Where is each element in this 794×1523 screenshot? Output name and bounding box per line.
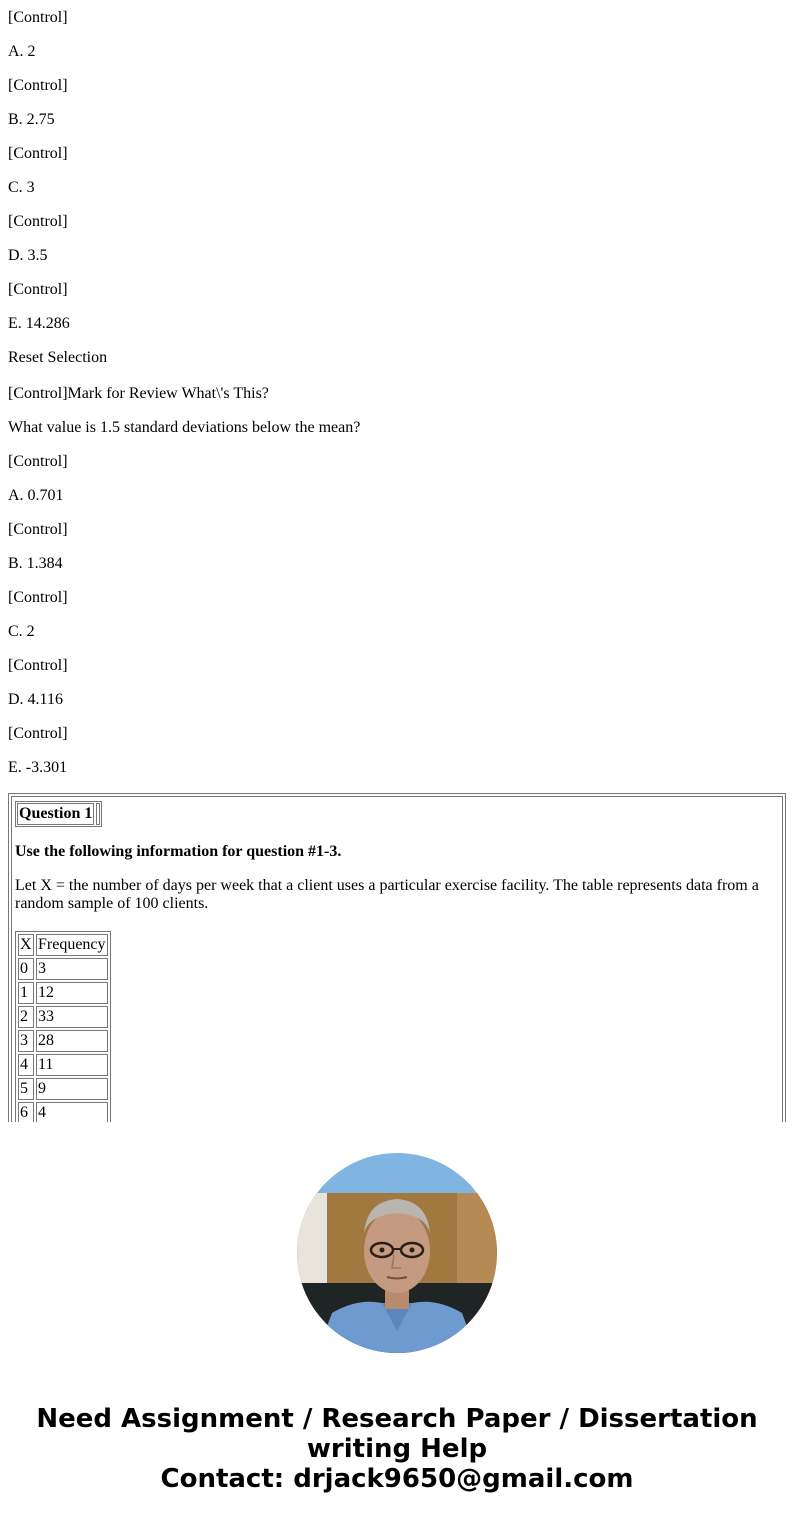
choice-c[interactable]: C. 3: [8, 179, 35, 196]
table-cell: 11: [36, 1054, 108, 1076]
choice-d[interactable]: D. 4.116: [8, 691, 63, 708]
table-row: [18, 1006, 108, 1028]
promo-line-2: writing Help: [306, 1434, 488, 1464]
table-cell: 3: [18, 1030, 34, 1052]
table-cell: 4: [36, 1102, 108, 1122]
table-cell: 4: [18, 1054, 34, 1076]
person-photo-icon: [297, 1153, 497, 1353]
choice-b[interactable]: B. 2.75: [8, 111, 55, 128]
choice-c[interactable]: C. 2: [8, 623, 35, 640]
control-placeholder[interactable]: [Control]: [8, 521, 68, 538]
question-header: [15, 801, 102, 827]
choice-b[interactable]: B. 1.384: [8, 555, 63, 572]
table-row: [18, 1102, 108, 1122]
promo-line-1: Need Assignment / Research Paper / Dissertation: [36, 1404, 758, 1434]
question-prompt: What value is 1.5 standard deviations below the mean?: [8, 419, 361, 436]
table-row: [18, 982, 108, 1004]
question-panel-inner: [11, 796, 783, 1122]
author-avatar: [297, 1153, 497, 1353]
table-cell: 28: [36, 1030, 108, 1052]
table-cell: 3: [36, 958, 108, 980]
control-placeholder[interactable]: [Control]: [8, 77, 68, 94]
promo-banner: [0, 1404, 794, 1494]
choice-a[interactable]: A. 0.701: [8, 487, 64, 504]
table-cell: 6: [18, 1102, 34, 1122]
reset-selection-link[interactable]: Reset Selection: [8, 349, 108, 366]
choice-e[interactable]: E. -3.301: [8, 759, 68, 776]
table-header-row: [18, 934, 108, 956]
control-placeholder[interactable]: [Control]: [8, 145, 68, 162]
mark-for-review-row[interactable]: [Control]Mark for Review What\'s This?: [8, 385, 269, 402]
choice-e[interactable]: E. 14.286: [8, 315, 70, 332]
table-row: [18, 1054, 108, 1076]
question-description: Let X = the number of days per week that a client uses a particular exercise facility. The table represents data from a random sample of 100 clients.: [15, 877, 759, 912]
question-header-empty-cell: [96, 803, 100, 825]
choice-d[interactable]: D. 3.5: [8, 247, 48, 264]
control-placeholder[interactable]: [Control]: [8, 453, 68, 470]
choice-a[interactable]: A. 2: [8, 43, 36, 60]
table-cell: 0: [18, 958, 34, 980]
question-instruction: Use the following information for question #1-3.: [15, 843, 342, 860]
control-placeholder[interactable]: [Control]: [8, 589, 68, 606]
table-header-frequency: Frequency: [36, 934, 108, 956]
control-placeholder[interactable]: [Control]: [8, 281, 68, 298]
control-placeholder[interactable]: [Control]: [8, 657, 68, 674]
table-cell: 12: [36, 982, 108, 1004]
table-cell: 2: [18, 1006, 34, 1028]
question-panel: [8, 793, 786, 1122]
table-cell: 1: [18, 982, 34, 1004]
promo-contact[interactable]: Contact: drjack9650@gmail.com: [160, 1464, 634, 1494]
table-cell: 33: [36, 1006, 108, 1028]
table-cell: 9: [36, 1078, 108, 1100]
control-placeholder[interactable]: [Control]: [8, 213, 68, 230]
table-row: [18, 958, 108, 980]
table-row: [18, 1030, 108, 1052]
control-placeholder[interactable]: [Control]: [8, 725, 68, 742]
table-row: [18, 1078, 108, 1100]
frequency-table: [15, 931, 111, 1122]
table-cell: 5: [18, 1078, 34, 1100]
table-header-x: X: [18, 934, 34, 956]
question-title: Question 1: [17, 803, 94, 825]
control-placeholder[interactable]: [Control]: [8, 9, 68, 26]
